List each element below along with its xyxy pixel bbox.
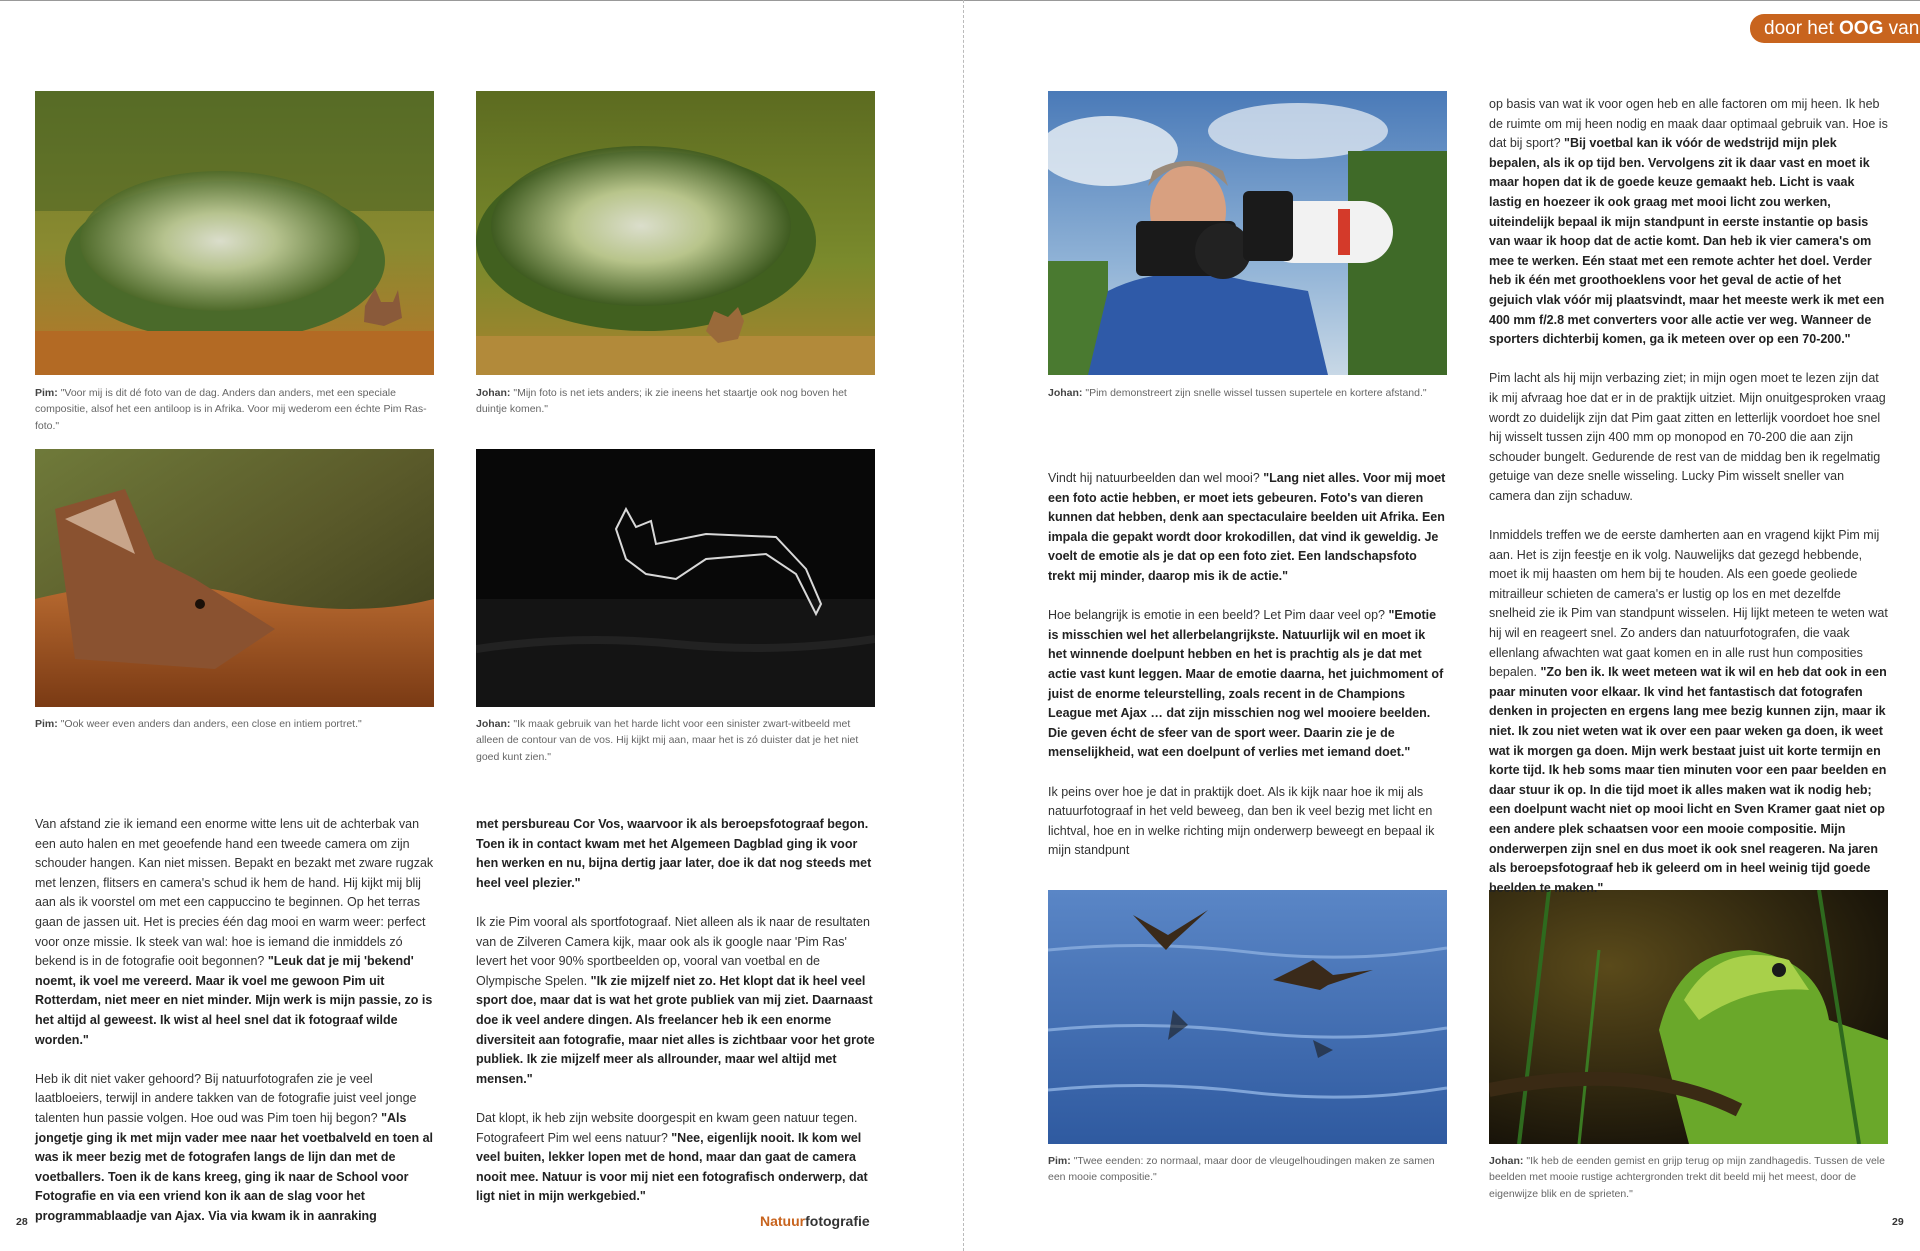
paragraph-quote: "Lang niet alles. Voor mij moet een foto actie hebben, er moet iets gebeuren. Foto's van dieren kunnen dat hebben, denk aan spectaculaire beelden uit Afrika. Een impala die gepakt wordt door krokodillen, dat vind ik geweldig. Je voelt de emotie als je dat op een foto ziet. Een landschapsfoto trekt mij minder, daarop mis ik de actie." bbox=[1048, 471, 1446, 583]
paragraph-text: Inmiddels treffen we de eerste damherten aan en vragend kijkt Pim mij aan. Het is zijn feestje en ik volg. Nauwelijks dat gezegd hebbende, moet ik mij haasten om hem bij te houden. Als een goede geoliede mitrailleur schieten de camera's er lustig op los en met dezelfde snelheid zie ik Pim van standpunt wisselen. Hij lijkt meteen te weten wat hij wil en reageert snel. Zo anders dan natuurfotografen, die vaak ellenlang afwachten wat gaat komen en in alle rust hun composities bepalen. bbox=[1489, 528, 1888, 680]
caption-text: "Ik heb de eenden gemist en grijp terug op mijn zandhagedis. Tussen de vele beelden met mooie rustige achtergronden trekt dit beeld mij het meest, door de eigenwijze blik en de sprieten." bbox=[1489, 1155, 1885, 1200]
caption-text: "Pim demonstreert zijn snelle wissel tussen supertele en kortere afstand." bbox=[1085, 387, 1427, 399]
caption-text: "Voor mij is dit dé foto van de dag. Anders dan anders, met een speciale compositie, alsof het een antiloop is in Afrika. Voor mij wederom een échte Pim Ras-foto." bbox=[35, 387, 427, 432]
paragraph bbox=[476, 1109, 875, 1207]
photo-lizard bbox=[1489, 890, 1888, 1144]
paragraph bbox=[476, 913, 875, 1089]
caption-text: "Twee eenden: zo normaal, maar door de vleugelhoudingen maken ze samen een mooie compositie." bbox=[1048, 1155, 1435, 1184]
caption-text: "Ik maak gebruik van het harde licht voor een sinister zwart-witbeeld met alleen de contour van de vos. Hij kijkt mij aan, maar het is zó duister dat je het niet goed kunt zien." bbox=[476, 718, 859, 763]
photo-deer-portrait bbox=[35, 449, 434, 707]
top-rule bbox=[0, 0, 1920, 1]
section-header-tab bbox=[1750, 14, 1920, 43]
photo-ducks bbox=[1048, 890, 1447, 1144]
body-column-2 bbox=[476, 815, 875, 1226]
paragraph-quote: "Als jongetje ging ik met mijn vader mee naar het voetbalveld en toen al was ik meer bezig met de fotografen langs de lijn dan met de voetballers. Toen ik de kans kreeg, ging ik naar de School voor Fotografie en via een vriend kon ik aan de slag voor het programmablaadje van Ajax. Via via kwam ik in aanraking bbox=[35, 1110, 434, 1223]
caption-photo-5 bbox=[1048, 385, 1447, 401]
caption-author: Johan: bbox=[1489, 1155, 1524, 1167]
photo-photographer bbox=[1048, 91, 1447, 375]
paragraph-quote: "Leuk dat je mij 'bekend' noemt, ik voel me vereerd. Maar ik voel me gewoon Pim uit Rotterdam, niet meer en niet minder. Mijn werk is mijn passie, zo is het altijd al geweest. Ik wist al heel snel dat ik fotograaf wilde worden." bbox=[35, 954, 433, 1047]
paragraph bbox=[1048, 783, 1447, 861]
paragraph-text: Heb ik dit niet vaker gehoord? Bij natuurfotografen zie je veel laatbloeiers, terwijl in andere takken van de fotografie juist veel jonge talenten hun passie volgen. Hoe oud was Pim toen hij begon? bbox=[35, 1071, 417, 1125]
header-prefix: door het bbox=[1764, 18, 1834, 39]
caption-author: Johan: bbox=[476, 387, 511, 399]
caption-author: Johan: bbox=[1048, 387, 1083, 399]
paragraph bbox=[35, 1070, 434, 1227]
body-column-4 bbox=[1489, 95, 1888, 918]
paragraph bbox=[35, 815, 434, 1050]
paragraph-quote: "Bij voetbal kan ik vóór de wedstrijd mijn plek bepalen, als ik op tijd ben. Vervolgens zit ik daar vast en moet ik maar hopen dat ik de goede keuze gemaakt heb. Licht is vaak lastig en hoezeer ik ook graag met mooi licht zou werken, uiteindelijk bepaal ik mijn standpunt in eerste instantie op basis van waar ik hoop dat de actie komt. Dan heb ik vier camera's om mee te werken. Eén staat met een remote achter het doel. Verder heb ik één met groothoeklens voor het geval de actie of het gejuich vlak vóór mij plaatsvindt, maar het meeste werk ik met een 400 mm f/2.8 met converters voor alle actie ver weg. Wanneer de sporters dichterbij komen, ga ik meteen over op een 70-200." bbox=[1489, 136, 1885, 347]
caption-author: Pim: bbox=[1048, 1155, 1071, 1167]
caption-author: Pim: bbox=[35, 718, 58, 730]
paragraph-text: Hoe belangrijk is emotie in een beeld? Let Pim daar veel op? bbox=[1048, 608, 1389, 623]
paragraph-text: Van afstand zie ik iemand een enorme witte lens uit de achterbak van een auto halen en met geoefende hand een tweede camera om zijn schouder hangen. Kan niet missen. Bepakt en bezakt met zware rugzak met lenzen, flitsers en camera's schud ik hem de hand. Hij kijkt mij blij aan als ik voorstel om met een cappuccino te beginnen. Op het terras gaan de jassen uit. Het is precies één dag mooi en warm weer: perfect voor onze missie. Ik steek van wal: hoe is iemand die inmiddels zó bekend is in de fotografie ooit begonnen? bbox=[35, 817, 434, 969]
caption-photo-3 bbox=[35, 716, 434, 732]
caption-photo-4 bbox=[476, 716, 875, 765]
page-spine bbox=[963, 0, 964, 1251]
brand-part-2: fotografie bbox=[805, 1213, 870, 1229]
paragraph-quote: met persbureau Cor Vos, waarvoor ik als beroepsfotograaf begon. Toen ik in contact kwam met het Algemeen Dagblad ging ik voor hen werken en nu, bijna dertig jaar later, doe ik dat nog steeds met heel veel plezier." bbox=[476, 817, 872, 890]
paragraph-quote: "Nee, eigenlijk nooit. Ik kom wel veel buiten, lekker lopen met de hond, maar dan gaat de camera nooit mee. Natuur is voor mij niet een fotografisch onderwerp, dat ligt niet in mijn werkgebied." bbox=[476, 1130, 868, 1204]
paragraph-text: op basis van wat ik voor ogen heb en alle factoren om mij heen. Ik heb de ruimte om mij heen nodig en maak daar optimaal gebruik van. Hoe is dat bij sport? bbox=[1489, 97, 1888, 151]
caption-photo-1 bbox=[35, 385, 434, 434]
paragraph-text: Vindt hij natuurbeelden dan wel mooi? bbox=[1048, 471, 1264, 485]
caption-author: Johan: bbox=[476, 718, 511, 730]
caption-photo-7 bbox=[1489, 1153, 1888, 1202]
paragraph-text: Pim lacht als hij mijn verbazing ziet; in mijn ogen moet te lezen zijn dat ik mij afvraag hoe dat er in de praktijk uitziet. Mijn onuitgesproken vraag wordt zo duidelijk zijn dat Pim gaat zitten en letterlijk voordoet hoe snel hij wisselt tussen zijn 400 mm op monopod en 70-200 die aan zijn schouder bungelt. Gedurende de rest van de middag ben ik regelmatig getuige van deze snelle wisseling. Lucky Pim wisselt sneller van camera dan zijn schaduw. bbox=[1489, 371, 1886, 503]
caption-text: "Mijn foto is net iets anders; ik zie ineens het staartje ook nog boven het duintje komen." bbox=[476, 387, 847, 416]
paragraph bbox=[1489, 95, 1888, 350]
paragraph-text: Ik zie Pim vooral als sportfotograaf. Niet alleen als ik naar de resultaten van de Zilveren Camera kijk, maar ook als ik google naar 'Pim Ras' levert het voor 90% sportbeelden op, vooral van voetbal en de Olympische Spelen. bbox=[476, 914, 870, 988]
paragraph-text: Ik peins over hoe je dat in praktijk doet. Als ik kijk naar hoe ik mij als natuurfotograaf in het veld beweeg, dan ben ik veel bezig met licht en lichtval, hoe en in welke richting mijn onderwerp beweegt en bepaal ik mijn standpunt bbox=[1048, 784, 1435, 858]
caption-photo-6 bbox=[1048, 1153, 1447, 1186]
paragraph-text: Dat klopt, ik heb zijn website doorgespit en kwam geen natuur tegen. Fotografeert Pim wel eens natuur? bbox=[476, 1110, 858, 1145]
paragraph bbox=[1489, 526, 1888, 898]
magazine-brand bbox=[760, 1213, 870, 1229]
header-highlight: OOG bbox=[1839, 18, 1884, 39]
paragraph bbox=[1048, 606, 1447, 763]
photo-shrub-antelope bbox=[35, 91, 434, 375]
caption-photo-2 bbox=[476, 385, 875, 418]
photo-fox-bw bbox=[476, 449, 875, 707]
paragraph bbox=[1489, 369, 1888, 506]
paragraph-quote: "Ik zie mijzelf niet zo. Het klopt dat ik heel veel sport doe, maar dat is wat het grote publiek van mij ziet. Daarnaast doe ik veel andere dingen. Als freelancer heb ik een enorme diversiteit aan fotografie, maar niet alles is zichtbaar voor het grote publiek. Ik zie mijzelf meer als allrounder, maar wel altijd met mensen." bbox=[476, 973, 875, 1086]
header-suffix: van bbox=[1888, 18, 1920, 39]
paragraph-quote: "Emotie is misschien wel het allerbelangrijkste. Natuurlijk wil en moet ik het winnende doelpunt hebben en het is prachtig als je dat met actie vast kunt leggen. Maar de emotie daarna, het juichmoment of juist de enorme teleurstelling, zoals recent in de Champions League met Ajax … dat zijn misschien nog wel mooiere beelden. Die geven écht de sfeer van de sport weer. Daarin zie je de menselijkheid, wat een doelpunt of verlies met iemand doet." bbox=[1048, 608, 1444, 760]
body-column-1 bbox=[35, 815, 434, 1246]
paragraph bbox=[1048, 469, 1447, 587]
photo-shrub-deer bbox=[476, 91, 875, 375]
caption-author: Pim: bbox=[35, 387, 58, 399]
body-column-3 bbox=[1048, 469, 1447, 880]
paragraph-quote: "Zo ben ik. Ik weet meteen wat ik wil en heb dat ook in een paar minuten voor elkaar. Ik vind het fantastisch dat fotografen denken in projecten en ergens lang mee bezig kunnen zijn, maar ik niet. Ik zou niet weten wat ik over een paar weken ga doen, ik weet wat ik morgen ga doen. Mijn werk bestaat juist uit korte termijn en korte tijd. Ik heb soms maar tien minuten voor een paar beelden en daar stuur ik op. In die tijd moet ik alles maken wat ik nodig heb; een doelpunt wacht niet op mooi licht en Sven Kramer gaat niet op een andere plek schaatsen voor een mooie compositie. Mijn onderwerpen zijn snel en dus moet ik ook snel reageren. Na jaren als beroepsfotograaf heb ik geleerd om in heel weinig tijd goede beelden te maken." bbox=[1489, 665, 1887, 895]
paragraph bbox=[476, 815, 875, 893]
page-number-left: 28 bbox=[16, 1216, 28, 1228]
brand-part-1: Natuur bbox=[760, 1213, 806, 1229]
caption-text: "Ook weer even anders dan anders, een close en intiem portret." bbox=[60, 718, 362, 730]
page-number-right: 29 bbox=[1892, 1216, 1904, 1228]
